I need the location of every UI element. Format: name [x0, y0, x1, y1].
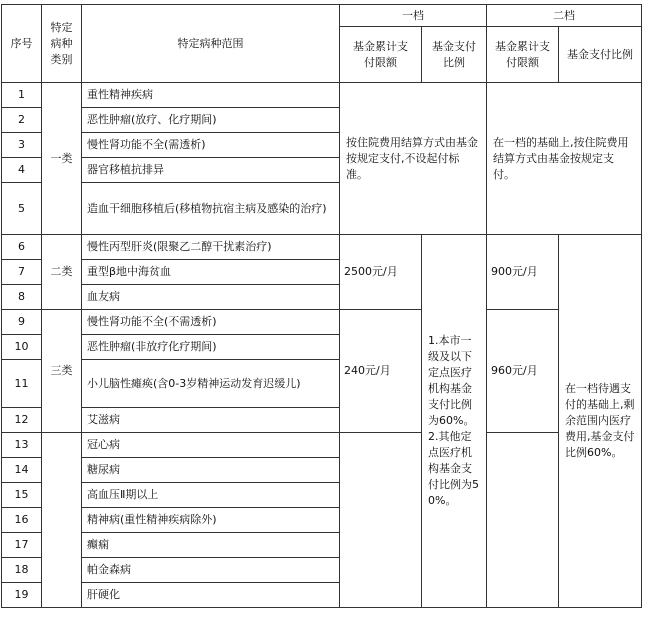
disease-name: 造血干细胞移植后(移植物抗宿主病及感染的治疗)	[82, 183, 340, 235]
disease-name: 血友病	[82, 285, 340, 310]
category-class1: 一类	[42, 83, 82, 235]
class2-tier1-limit: 2500元/月	[340, 235, 422, 310]
tier1-ratio-note: 1.本市一级及以下定点医疗机构基金支付比例为60%。2.其他定点医疗机构基金支付比例为50%。	[422, 235, 487, 608]
row-no: 15	[2, 483, 42, 508]
header-tier1: 一档	[340, 5, 487, 27]
header-tier1-limit: 基金累计支付限额	[340, 27, 422, 83]
category-class3: 三类	[42, 310, 82, 433]
class4-tier2-limit	[487, 433, 559, 608]
disease-name: 艾滋病	[82, 408, 340, 433]
disease-name: 高血压Ⅱ期以上	[82, 483, 340, 508]
row-no: 3	[2, 133, 42, 158]
header-tier2-limit: 基金累计支付限额	[487, 27, 559, 83]
row-no: 11	[2, 360, 42, 408]
header-category: 特定病种类别	[42, 5, 82, 83]
class4-tier1-limit	[340, 433, 422, 608]
row-no: 1	[2, 83, 42, 108]
row-no: 14	[2, 458, 42, 483]
class2-tier2-limit: 900元/月	[487, 235, 559, 310]
row-no: 2	[2, 108, 42, 133]
header-tier1-ratio: 基金支付比例	[422, 27, 487, 83]
row-no: 18	[2, 558, 42, 583]
header-tier2-ratio: 基金支付比例	[559, 27, 642, 83]
disease-name: 精神病(重性精神疾病除外)	[82, 508, 340, 533]
row-no: 13	[2, 433, 42, 458]
row-no: 8	[2, 285, 42, 310]
disease-name: 重性精神疾病	[82, 83, 340, 108]
disease-name: 重型β地中海贫血	[82, 260, 340, 285]
row-no: 16	[2, 508, 42, 533]
special-disease-table	[1, 4, 642, 608]
class3-tier1-limit: 240元/月	[340, 310, 422, 433]
row-no: 10	[2, 335, 42, 360]
disease-name: 慢性丙型肝炎(限聚乙二醇干扰素治疗)	[82, 235, 340, 260]
disease-name: 慢性肾功能不全(需透析)	[82, 133, 340, 158]
class1-tier2-text: 在一档的基础上,按住院费用结算方式由基金按规定支付。	[487, 83, 642, 235]
disease-name: 冠心病	[82, 433, 340, 458]
row-no: 7	[2, 260, 42, 285]
tier2-ratio-note: 在一档待遇支付的基础上,剩余范围内医疗费用,基金支付比例60%。	[559, 235, 642, 608]
class1-tier1-text: 按住院费用结算方式由基金按规定支付,不设起付标准。	[340, 83, 487, 235]
disease-name: 恶性肿瘤(放疗、化疗期间)	[82, 108, 340, 133]
row-no: 19	[2, 583, 42, 608]
header-tier2: 二档	[487, 5, 642, 27]
row-no: 6	[2, 235, 42, 260]
disease-name: 器官移植抗排异	[82, 158, 340, 183]
disease-name: 恶性肿瘤(非放疗化疗期间)	[82, 335, 340, 360]
disease-name: 慢性肾功能不全(不需透析)	[82, 310, 340, 335]
row-no: 9	[2, 310, 42, 335]
row-no: 5	[2, 183, 42, 235]
header-seq: 序号	[2, 5, 42, 83]
disease-name: 帕金森病	[82, 558, 340, 583]
category-class4	[42, 433, 82, 608]
row-no: 12	[2, 408, 42, 433]
class3-tier2-limit: 960元/月	[487, 310, 559, 433]
header-scope: 特定病种范围	[82, 5, 340, 83]
disease-name: 肝硬化	[82, 583, 340, 608]
row-no: 4	[2, 158, 42, 183]
category-class2: 二类	[42, 235, 82, 310]
disease-name: 癫痫	[82, 533, 340, 558]
disease-name: 小儿脑性瘫痪(含0-3岁精神运动发育迟缓儿)	[82, 360, 340, 408]
disease-name: 糖尿病	[82, 458, 340, 483]
row-no: 17	[2, 533, 42, 558]
